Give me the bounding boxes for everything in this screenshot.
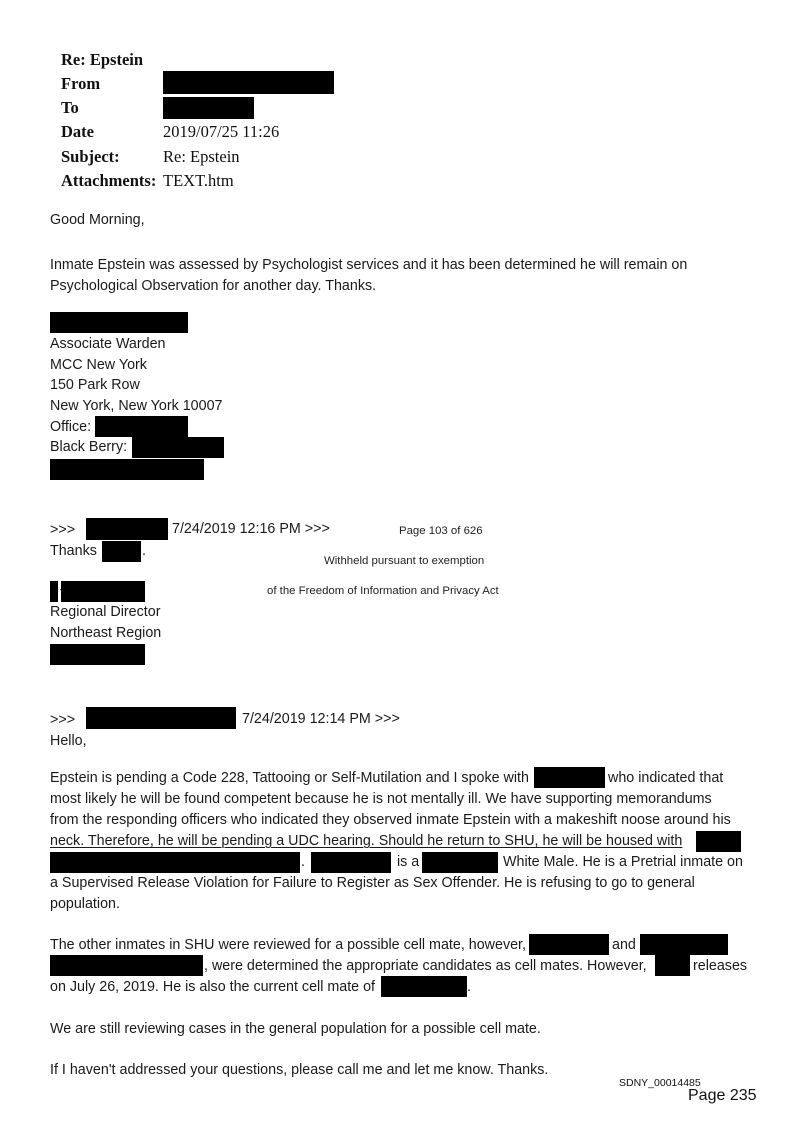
p2-line2-a: , were determined the appropriate candidates as cell mates. However, (204, 958, 647, 974)
p2-line3-b: . (467, 979, 471, 995)
p1-line7: population. (50, 896, 120, 912)
p4: If I haven't addressed your questions, please call me and let me know. Thanks. (50, 1062, 549, 1078)
redacted-reply1-sender (86, 518, 168, 540)
date-label: Date (61, 122, 94, 141)
p2-line2-b: releases (693, 958, 748, 974)
subject-label: Subject: (61, 147, 120, 166)
p3: We are still reviewing cases in the general population for a possible cell mate. (50, 1021, 541, 1037)
p1-line5-c: White Male. He is a Pretrial inmate on (503, 854, 743, 870)
reply2-timestamp: 7/24/2019 12:14 PM >>> (242, 711, 400, 727)
subject-value: Re: Epstein (163, 147, 240, 166)
p1-line3: from the responding officers who indicated they observed inmate Epstein with a makeshift noose around his (50, 812, 731, 828)
reply1-role: Regional Director (50, 604, 161, 620)
redacted-email (50, 459, 204, 480)
from-label: From (61, 74, 101, 93)
p1-line4: neck. Therefore, he will be pending a UDC hearing. Should he return to SHU, he will be housed with (50, 833, 683, 849)
to-label: To (61, 98, 79, 117)
office-label: Office: (50, 419, 92, 435)
p1-line5-b: is a (397, 854, 420, 870)
reply1-prefix: >>> (50, 522, 76, 538)
reply1-region: Northeast Region (50, 625, 162, 641)
redacted-initial-mark (50, 581, 58, 602)
p1-line6: a Supervised Release Violation for Failure to Register as Sex Offender. He is refusing to go to general (50, 875, 695, 891)
signature-street: 150 Park Row (50, 377, 140, 393)
p2-line1-a: The other inmates in SHU were reviewed for a possible cell mate, however, (50, 937, 526, 953)
redacted-candidate-b (640, 934, 728, 955)
attachments-label: Attachments: (61, 171, 157, 190)
reply1-thanks: Thanks (50, 543, 97, 559)
message1-line1: Inmate Epstein was assessed by Psychologist services and it has been determined he will remain on (50, 257, 688, 273)
redacted-reply2-sender (86, 707, 236, 729)
p1-line5-a: . (301, 854, 305, 870)
signature-org: MCC New York (50, 357, 147, 373)
p2-line3-a: on July 26, 2019. He is also the current cell mate of (50, 979, 376, 995)
header-subject-top: Re: Epstein (61, 50, 144, 69)
date-value: 2019/07/25 11:26 (163, 122, 280, 141)
redacted-to (163, 97, 254, 119)
reply1-timestamp: 7/24/2019 12:16 PM >>> (172, 521, 330, 537)
p1-line2: most likely he will be found competent because he is not mentally ill. We have supporting memorandums (50, 791, 712, 807)
redacted-current-cellmate (381, 976, 467, 997)
redacted-candidate-b-cont (50, 955, 203, 976)
p2-line1-b: and (612, 937, 636, 953)
redacted-from (163, 71, 334, 94)
foia-exemption-line1: Withheld pursuant to exemption (324, 555, 485, 567)
p1-line1-b: who indicated that (608, 770, 724, 786)
signature-city: New York, New York 10007 (50, 398, 223, 414)
redacted-cellmate-name-b (50, 852, 300, 873)
message1-line2: Psychological Observation for another day. Thanks. (50, 278, 377, 294)
foia-exemption-line2: of the Freedom of Information and Privacy Act (267, 585, 499, 597)
redacted-psychologist (534, 767, 605, 788)
redacted-signer-name (50, 312, 188, 333)
redacted-reply1-contact (50, 644, 145, 665)
redacted-cellmate-name-a (696, 831, 741, 852)
redacted-releasing-inmate (655, 955, 690, 976)
p1-line1-a: Epstein is pending a Code 228, Tattooing or Self-Mutilation and I spoke with (50, 770, 529, 786)
redacted-regional-director (61, 581, 145, 602)
reply2-prefix: >>> (50, 712, 76, 728)
reply2-greeting: Hello, (50, 733, 87, 749)
blackberry-label: Black Berry: (50, 439, 128, 455)
page-number: Page 235 (688, 1087, 757, 1104)
redacted-blackberry (132, 437, 224, 458)
redacted-thanks-name (102, 541, 141, 562)
attachment-link[interactable]: TEXT.htm (163, 171, 234, 190)
redacted-cellmate-name-c (311, 852, 391, 873)
redacted-candidate-a (529, 934, 609, 955)
bates-number: SDNY_00014485 (619, 1077, 701, 1089)
reply1-period: . (142, 543, 146, 559)
signature-title: Associate Warden (50, 336, 166, 352)
redacted-office-phone (95, 416, 188, 437)
redacted-age (422, 852, 498, 873)
foia-page-number: Page 103 of 626 (399, 525, 483, 537)
greeting: Good Morning, (50, 212, 145, 228)
